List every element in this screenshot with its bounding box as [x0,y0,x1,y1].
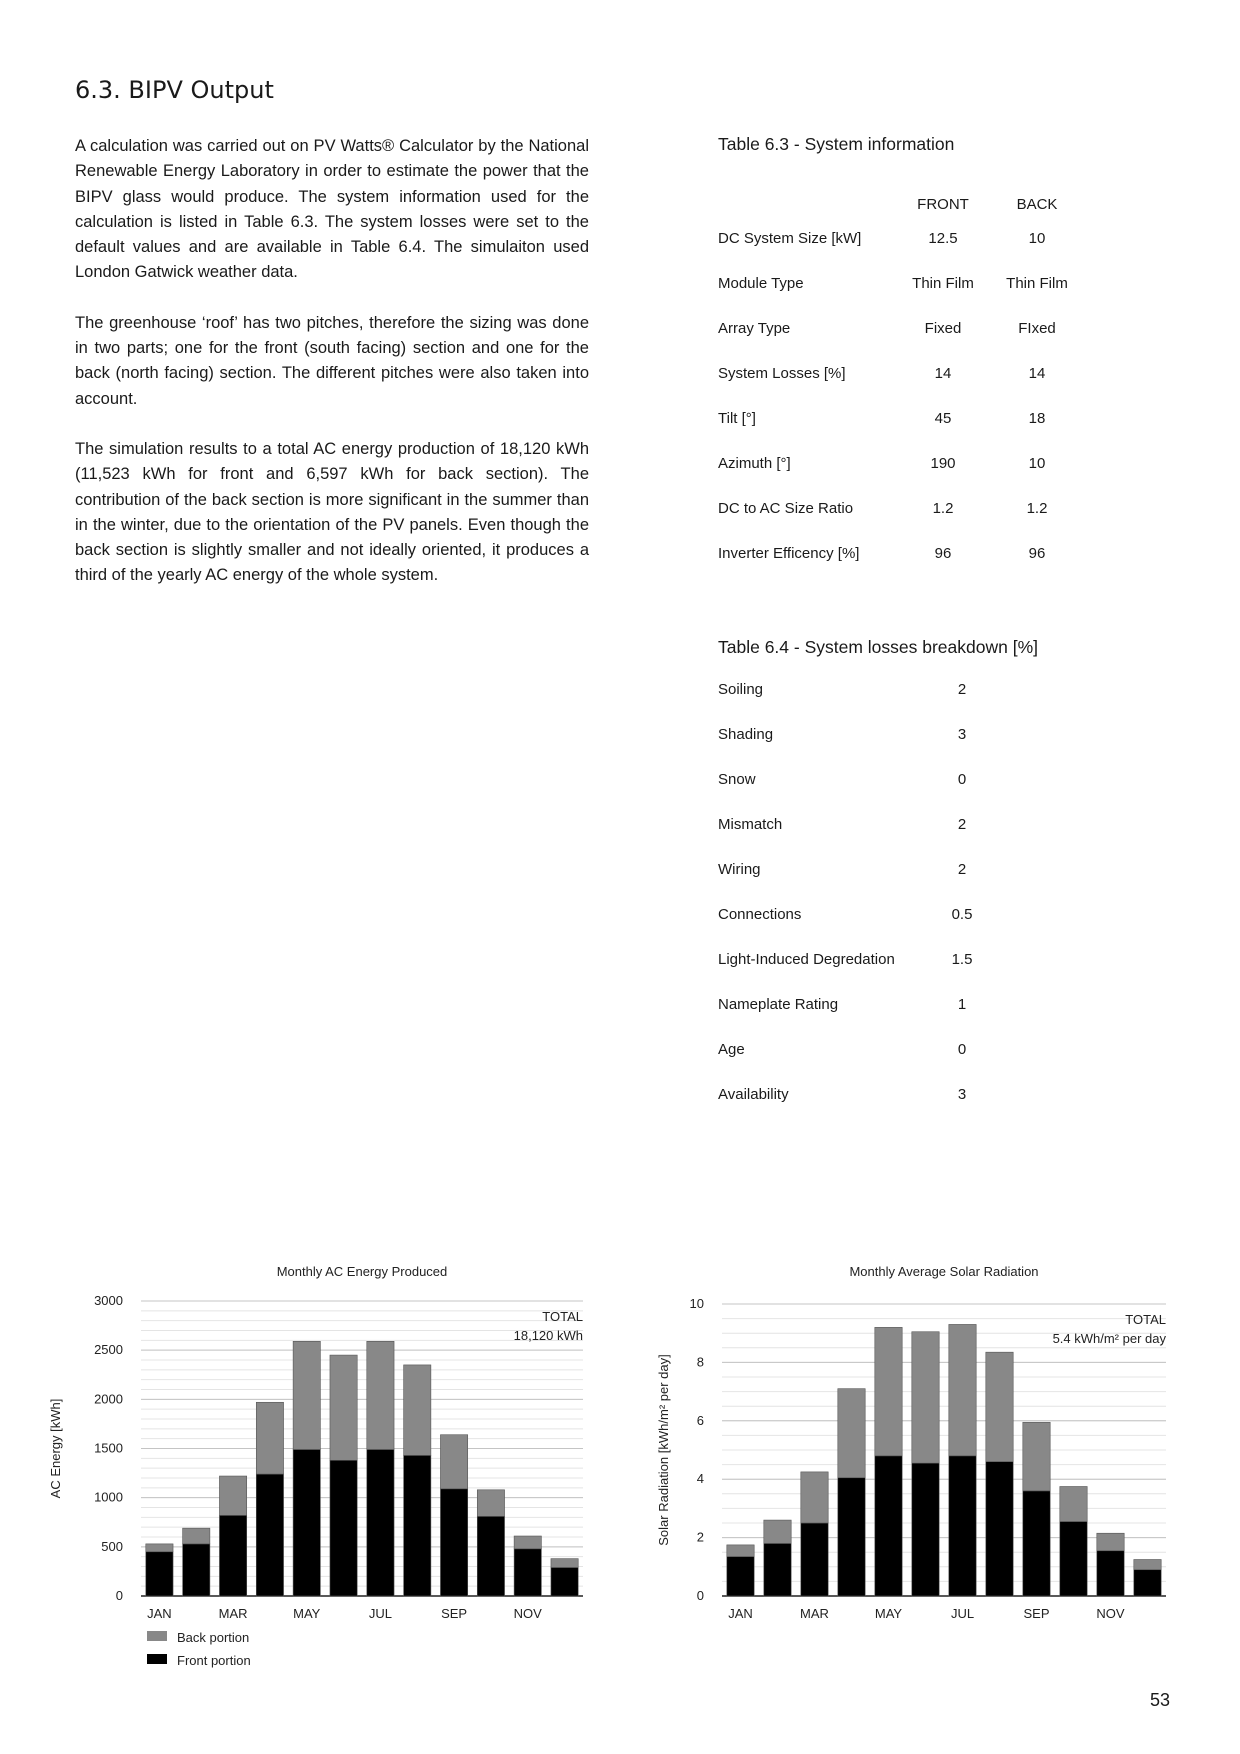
table-header-back: BACK [1016,196,1058,213]
y-tick-label: 2500 [94,1342,123,1358]
table-cell-back: 14 [1028,365,1046,382]
bar-back-portion [514,1536,541,1549]
table-row-label: Inverter Efficency [%] [718,545,860,562]
bar-front-portion [404,1455,431,1596]
loss-row-value: 2 [957,681,967,698]
bar-back-portion [440,1435,467,1489]
loss-row-label: Age [718,1041,745,1058]
y-tick-label: 6 [696,1412,704,1428]
table-cell-front: 14 [934,365,952,382]
table-system-title: Table 6.3 - System information [718,134,955,154]
loss-row-label: Nameplate Rating [718,996,839,1013]
x-tick-label: SEP [441,1606,468,1621]
table-row-label: DC System Size [kW] [718,230,862,247]
loss-row-label: Wiring [718,861,761,878]
bar-back-portion [838,1389,865,1478]
bar-front-portion [986,1462,1013,1596]
loss-row-value: 1.5 [951,951,973,968]
table-row-label: DC to AC Size Ratio [718,500,854,517]
x-tick-label: JUL [368,1606,392,1621]
bar-front-portion [875,1456,902,1596]
legend-swatch-front [147,1654,167,1664]
total-label: TOTAL [542,1309,583,1324]
loss-row-value: 0 [957,1041,967,1058]
bar-front-portion [1060,1522,1087,1596]
body-text [75,134,589,614]
bar-front-portion [727,1557,754,1596]
table-cell-back: 1.2 [1026,500,1048,517]
legend-label: Front portion [177,1653,251,1668]
bar-front-portion [477,1516,504,1596]
page-number: 53 [1150,1690,1171,1710]
bar-front-portion [912,1463,939,1596]
chart-title: Monthly Average Solar Radiation [849,1264,1039,1279]
bar-back-portion [330,1355,357,1460]
paragraph-1: A calculation was carried out on PV Watts® Calculator by the National Renewable Energy Laboratory in order to estimate the power that the BIPV glass would produce. The system information used for the calculation is listed in Table 6.3. The system losses were set to the default values and are available in Table 6.4. The simulaiton used London Gatwick weather data. [75,137,589,282]
bar-front-portion [256,1474,283,1596]
x-tick-label: MAR [800,1606,829,1620]
x-tick-label: MAY [874,1606,903,1620]
bar-back-portion [727,1545,754,1557]
section-title: 6.3. BIPV Output [75,76,274,104]
y-tick-label: 1000 [94,1489,123,1505]
x-tick-label: JAN [147,1606,172,1621]
table-cell-back: 18 [1028,410,1046,427]
bar-back-portion [875,1327,902,1455]
table-header-front: FRONT [917,196,969,213]
legend-label: Back portion [177,1630,250,1645]
bar-front-portion [146,1552,173,1596]
y-tick-label: 3000 [94,1293,123,1308]
y-tick-label: 2 [696,1529,704,1545]
table-cell-back: Thin Film [1006,275,1068,292]
loss-row-value: 0.5 [951,906,973,923]
bar-back-portion [477,1490,504,1517]
bar-back-portion [912,1332,939,1463]
x-tick-label: JUL [950,1606,975,1620]
loss-row-value: 0 [957,771,967,788]
bar-back-portion [764,1520,791,1543]
table-row-label: Module Type [718,275,804,292]
table-losses-title: Table 6.4 - System losses breakdown [%] [718,637,1039,657]
y-tick-label: 8 [696,1354,704,1370]
total-label: TOTAL [1125,1312,1166,1327]
bar-back-portion [256,1402,283,1474]
y-tick-label: 4 [696,1471,704,1487]
x-tick-label: MAR [218,1606,248,1621]
table-cell-back: FIxed [1018,320,1056,337]
bar-back-portion [551,1559,578,1568]
bar-back-portion [949,1324,976,1455]
bar-back-portion [219,1476,246,1515]
bar-back-portion [183,1528,210,1544]
bar-back-portion [986,1352,1013,1461]
chart-monthly-ac-energy [40,1260,600,1700]
paragraph-2: The greenhouse ‘roof’ has two pitches, therefore the sizing was done in two parts; one for the front (south facing) section and one for the back (north facing) section. The different pitches were also taken into account. [75,313,589,408]
table-cell-front: 12.5 [928,230,958,247]
y-tick-label: 10 [689,1296,704,1311]
loss-row-value: 1 [957,996,967,1013]
loss-row-label: Soiling [718,681,764,698]
bar-front-portion [1134,1570,1161,1596]
x-tick-label: NOV [513,1606,542,1621]
chart-monthly-solar-radiation [650,1260,1180,1620]
loss-row-value: 3 [957,1086,967,1103]
bar-front-portion [367,1449,394,1596]
paragraph-3: The simulation results to a total AC energy production of 18,120 kWh (11,523 kWh for front and 6,597 kWh for back section). The contribution of the back section is more significant in the summer than in the winter, due to the orientation of the PV panels. Even though the back section is slightly smaller and not ideally oriented, it produces a third of the yearly AC energy of the whole system. [75,439,589,585]
table-cell-back: 10 [1028,230,1046,247]
bar-back-portion [404,1365,431,1455]
loss-row-label: Shading [718,726,774,743]
x-tick-label: JAN [728,1606,753,1620]
table-cell-back: 10 [1028,455,1046,472]
bar-back-portion [1023,1422,1050,1491]
y-tick-label: 500 [101,1538,123,1554]
bar-front-portion [219,1515,246,1596]
bar-front-portion [949,1456,976,1596]
loss-row-label: Availability [718,1086,789,1103]
total-value: 5.4 kWh/m² per day [1052,1331,1166,1346]
bar-front-portion [1023,1491,1050,1596]
bar-back-portion [1134,1560,1161,1570]
x-tick-label: SEP [1023,1606,1050,1620]
bar-front-portion [514,1549,541,1596]
bar-front-portion [764,1543,791,1596]
bar-front-portion [293,1449,320,1596]
total-value: 18,120 kWh [513,1328,583,1343]
bar-back-portion [1097,1533,1124,1551]
y-tick-label: 0 [696,1588,704,1603]
x-tick-label: NOV [1096,1606,1125,1620]
bar-back-portion [293,1341,320,1449]
loss-row-value: 3 [957,726,967,743]
bar-front-portion [330,1460,357,1596]
table-cell-front: Thin Film [912,275,974,292]
y-axis-label: Solar Radiation [kWh/m² per day] [656,1354,671,1546]
bar-back-portion [367,1341,394,1449]
table-cell-front: Fixed [924,320,962,337]
loss-row-label: Light-Induced Degredation [718,951,895,968]
chart-title: Monthly AC Energy Produced [276,1264,448,1279]
bar-front-portion [551,1567,578,1596]
loss-row-label: Mismatch [718,816,783,833]
table-row-label: Array Type [718,320,791,337]
bar-back-portion [801,1472,828,1523]
bar-front-portion [440,1489,467,1596]
y-tick-label: 2000 [94,1391,123,1407]
loss-row-label: Snow [718,771,756,788]
loss-row-value: 2 [957,861,967,878]
bar-back-portion [1060,1487,1087,1522]
table-row-label: Azimuth [°] [718,455,791,472]
legend-swatch-back [147,1631,167,1641]
loss-row-value: 2 [957,816,967,833]
table-cell-front: 45 [934,410,952,427]
x-tick-label: MAY [293,1606,321,1621]
table-row-label: System Losses [%] [718,365,846,382]
table-cell-back: 96 [1028,545,1046,562]
bar-front-portion [1097,1551,1124,1596]
bar-front-portion [838,1478,865,1596]
bar-front-portion [801,1523,828,1596]
table-row-label: Tilt [°] [718,410,756,427]
y-axis-label: AC Energy [kWh] [48,1398,63,1499]
table-cell-front: 190 [930,455,956,472]
bar-back-portion [146,1544,173,1552]
y-tick-label: 1500 [94,1440,123,1456]
table-cell-front: 96 [934,545,952,562]
table-cell-front: 1.2 [932,500,954,517]
bar-front-portion [183,1544,210,1596]
loss-row-label: Connections [718,906,802,923]
y-tick-label: 0 [115,1588,123,1603]
